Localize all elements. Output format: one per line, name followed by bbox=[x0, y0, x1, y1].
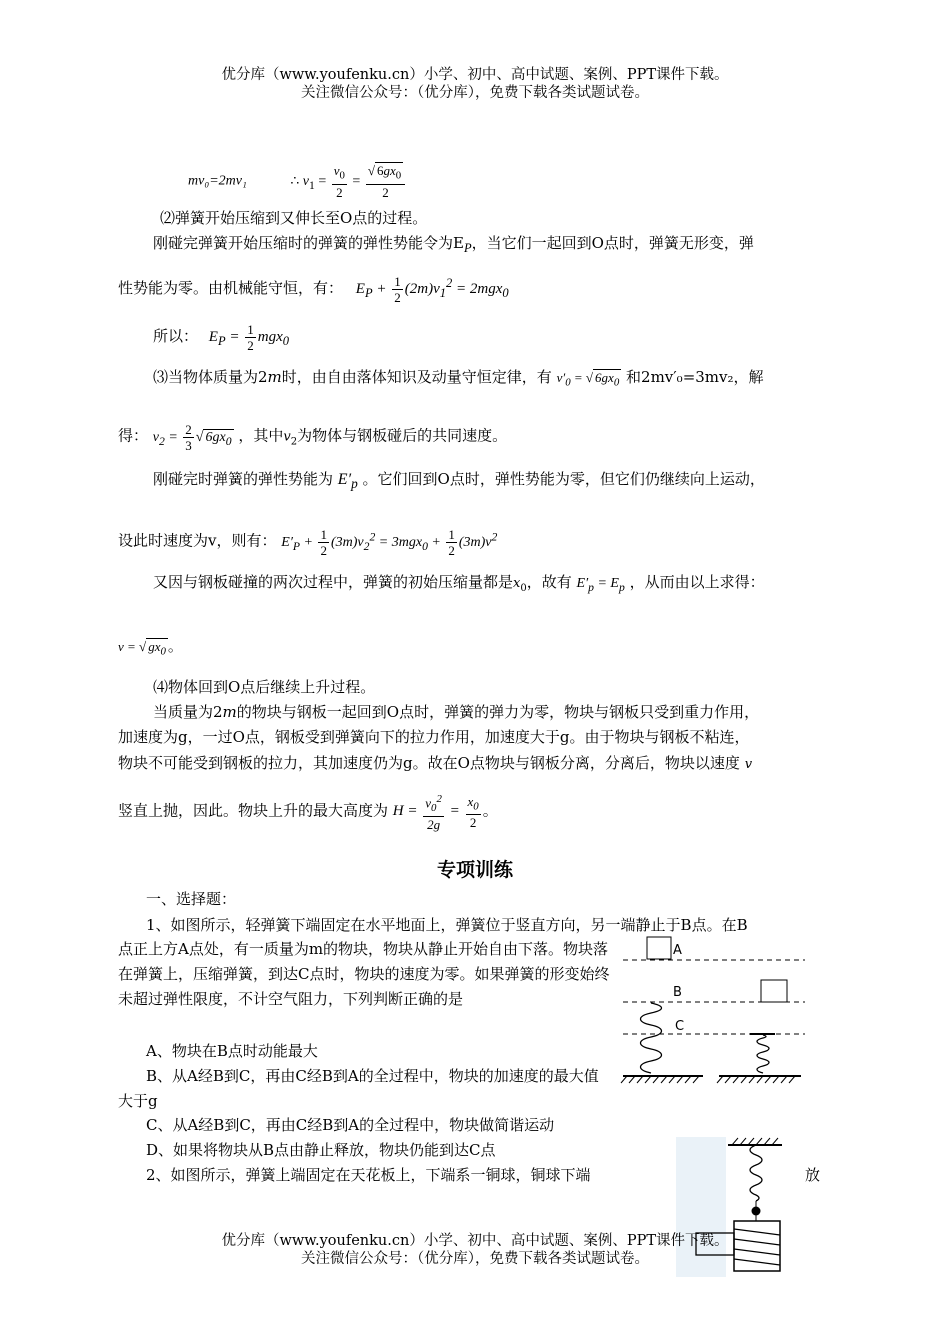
section-title: 专项训练 bbox=[436, 859, 513, 881]
option-d: D、如果将物块从B点由静止释放，物块仍能到达C点 bbox=[146, 1141, 496, 1159]
part4-title: ⑷物体回到O点后继续上升过程。 bbox=[153, 678, 376, 696]
option-a: A、物块在B点时动能最大 bbox=[146, 1042, 318, 1060]
part3-result: v = √ $gx_0$ 。 bbox=[118, 637, 183, 658]
label-a: A bbox=[673, 943, 682, 958]
spring-figure bbox=[615, 930, 815, 1085]
part3-line4: 设此时速度为v，则有： $E'_P$ + $\frac{1}{2}$ $(3m)v_2^2 = 3mgx_0$ + $\frac{1}{2}$ $(3m)v^2$ bbox=[118, 526, 498, 558]
part3-line3: 刚碰完时弹簧的弹性势能为 $E'_p$ 。它们回到O点时，弹性势能为零，但它们仍继续向上运动， bbox=[153, 470, 765, 492]
q2-tail: 放 bbox=[805, 1166, 821, 1184]
header-line-1: 优分库（www.youfenku.cn）小学、初中、高中试题、案例、PPT课件下载。 bbox=[221, 67, 729, 83]
q1-text: 点正上方A点处，有一质量为m的物块，物块从静止开始自由下落。物块落在弹簧上，压缩弹簧，到达C点时，物块的速度为零。如果弹簧的形变始终未超过弹性限度，不计空气阻力，下列判断正确的是 bbox=[118, 940, 610, 1008]
part4-line4: 竖直上抛，因此。物块上升的最大高度为 H = $\frac{v_0^2}{2g}$ = $\frac{x_0}{2}$ 。 bbox=[118, 793, 498, 832]
part3-line1: ⑶当物体质量为2m时，由自由落体知识及动量守恒定律，有 $v'_0$ = √ $6gx_0$ 和2mv′₀=3mv₂，解 bbox=[153, 368, 764, 389]
option-c: C、从A经B到C，再由C经B到A的全过程中，物块做简谐运动 bbox=[146, 1116, 555, 1134]
part2-line1: 刚碰完弹簧开始压缩时的弹簧的弹性势能令为$E_P$，当它们一起回到O点时，弹簧无形变，弹 bbox=[153, 234, 754, 255]
part2-line2: 性势能为零。由机械能守恒，有： $E_P$ + $\frac{1}{2}$ $(2m)v_1^2 = 2mgx_0$ bbox=[118, 274, 509, 306]
part4-line1: 当质量为2m的物块与钢板一起回到O点时，弹簧的弹力为零，物块与钢板只受到重力作用， bbox=[153, 703, 760, 721]
part3-line2: 得： $v_2$ = $\frac{2}{3}$ √ $6gx_0$ ，其中$v_2$为物体与钢板碰后的共同速度。 bbox=[118, 422, 508, 453]
q2-line1: 2、如图所示，弹簧上端固定在天花板上，下端系一铜球，铜球下端 bbox=[146, 1166, 591, 1184]
q1-line1: 1、如图所示，轻弹簧下端固定在水平地面上，弹簧位于竖直方向，另一端静止于B点。在B bbox=[146, 916, 748, 934]
part2-title: ⑵弹簧开始压缩到又伸长至O点的过程。 bbox=[160, 209, 428, 227]
option-b: B、从A经B到C，再由C经B到A的全过程中，物块的加速度的最大值大于g bbox=[118, 1067, 599, 1110]
eq-momentum: mv₀=2mv₁ ∴ $v_1$ = $\frac{v_0}{2}$ = $\frac{√ 6gx_0}{2}$ bbox=[188, 163, 903, 200]
label-b: B bbox=[673, 985, 682, 1000]
part3-line5: 又因与钢板碰撞的两次过程中，弹簧的初始压缩量都是$x_0$，故有 $E'_p = E_p$ ，从而由以上求得： bbox=[153, 573, 765, 594]
label-c: C bbox=[675, 1019, 685, 1034]
part2-so: 所以： $E_P$ = $\frac{1}{2}$ mgx$_0$ bbox=[153, 322, 289, 353]
header-line-2: 关注微信公众号：（优分库），免费下载各类试题试卷。 bbox=[301, 85, 649, 101]
section-heading: 一、选择题： bbox=[146, 890, 237, 908]
part4-line2: 加速度为g，一过O点，钢板受到弹簧向下的拉力作用，加速度大于g。由于物块与钢板不粘连， bbox=[118, 728, 750, 746]
footer-line-2: 关注微信公众号：（优分库），免费下载各类试题试卷。 bbox=[301, 1251, 649, 1267]
footer-line-1: 优分库（www.youfenku.cn）小学、初中、高中试题、案例、PPT课件下载。 bbox=[221, 1233, 729, 1249]
part4-line3: 物块不可能受到钢板的拉力，其加速度仍为g。故在O点物块与钢板分离，分离后，物块以速度 v bbox=[118, 754, 753, 772]
